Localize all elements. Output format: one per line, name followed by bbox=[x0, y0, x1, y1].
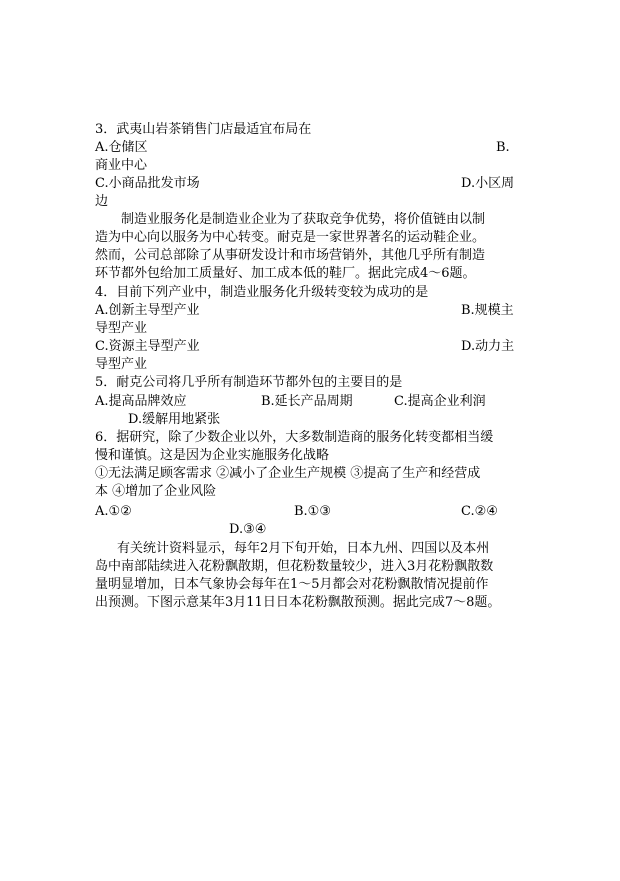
q3-options-row1 bbox=[95, 139, 515, 157]
q5-option-c: C.提高企业利润 bbox=[394, 394, 486, 409]
q5-options-row1 bbox=[95, 393, 525, 411]
passage2-line: 量明显增加，日本气象协会每年在1～5月都会对花粉飘散情况提前作 bbox=[95, 577, 489, 592]
q6-stem-line: 慢和谨慎。这是因为企业实施服务化战略 bbox=[95, 448, 330, 463]
q3-option-d-prefix: D.小区周 bbox=[461, 176, 515, 191]
passage2-line: 有关统计资料显示，每年2月下旬开始，日本九州、四国以及本州 bbox=[117, 541, 490, 556]
q5-stem: 5．耐克公司将几乎所有制造环节都外包的主要目的是 bbox=[95, 375, 403, 390]
q3-option-d-text: 边 bbox=[95, 194, 109, 209]
passage1-line: 制造业服务化是制造业企业为了获取竞争优势，将价值链由以制 bbox=[121, 212, 486, 227]
passage2-line: 出预测。下图示意某年3月11日日本花粉飘散预测。据此完成7～8题。 bbox=[95, 595, 501, 610]
passage2-line: 岛中南部陆续进入花粉飘散期，但花粉数量较少，进入3月花粉飘散数 bbox=[95, 559, 494, 574]
q3-option-b-text: 商业中心 bbox=[95, 158, 148, 173]
q6-options-row1 bbox=[95, 503, 525, 521]
q4-option-b-wrap: 导型产业 bbox=[95, 321, 148, 336]
q4-option-d-wrap: 导型产业 bbox=[95, 357, 148, 372]
passage1-line: 然而，公司总部除了从事研发设计和市场营销外，其他几乎所有制造 bbox=[95, 248, 486, 263]
q5-option-d: D.缓解用地紧张 bbox=[128, 412, 221, 427]
q3-option-b-prefix: B. bbox=[496, 140, 510, 155]
q6-statements-line: 本 ④增加了企业风险 bbox=[95, 484, 217, 499]
q6-option-c: C.②④ bbox=[461, 504, 498, 519]
q4-option-a: A.创新主导型产业 bbox=[95, 303, 200, 318]
q3-stem: 3．武夷山岩茶销售门店最适宜布局在 bbox=[95, 122, 312, 137]
passage1-line: 造为中心向以服务为中心转变。耐克是一家世界著名的运动鞋企业。 bbox=[95, 230, 486, 245]
q5-option-b: B.延长产品周期 bbox=[261, 394, 353, 409]
q6-statements-line: ①无法满足顾客需求 ②减小了企业生产规模 ③提高了生产和经营成 bbox=[95, 466, 481, 481]
q4-options-row2 bbox=[95, 338, 525, 356]
passage1-line: 环节都外包给加工质量好、加工成本低的鞋厂。据此完成4～6题。 bbox=[95, 266, 476, 281]
q6-option-a: A.①② bbox=[95, 504, 132, 519]
q5-option-a: A.提高品牌效应 bbox=[95, 394, 187, 409]
q3-option-c: C.小商品批发市场 bbox=[95, 176, 200, 191]
q6-option-d: D.③④ bbox=[229, 522, 267, 537]
q6-stem-line: 6．据研究，除了少数企业以外，大多数制造商的服务化转变都相当缓 bbox=[95, 430, 494, 445]
q4-stem: 4．目前下列产业中，制造业服务化升级转变较为成功的是 bbox=[95, 285, 429, 300]
q3-option-a: A.仓储区 bbox=[95, 140, 148, 155]
q6-option-b: B.①③ bbox=[294, 504, 331, 519]
q4-option-b-prefix: B.规模主 bbox=[461, 303, 514, 318]
q4-option-d-prefix: D.动力主 bbox=[461, 339, 515, 354]
q3-options-row2 bbox=[95, 175, 515, 193]
q4-option-c: C.资源主导型产业 bbox=[95, 339, 200, 354]
q4-options-row1 bbox=[95, 302, 525, 320]
